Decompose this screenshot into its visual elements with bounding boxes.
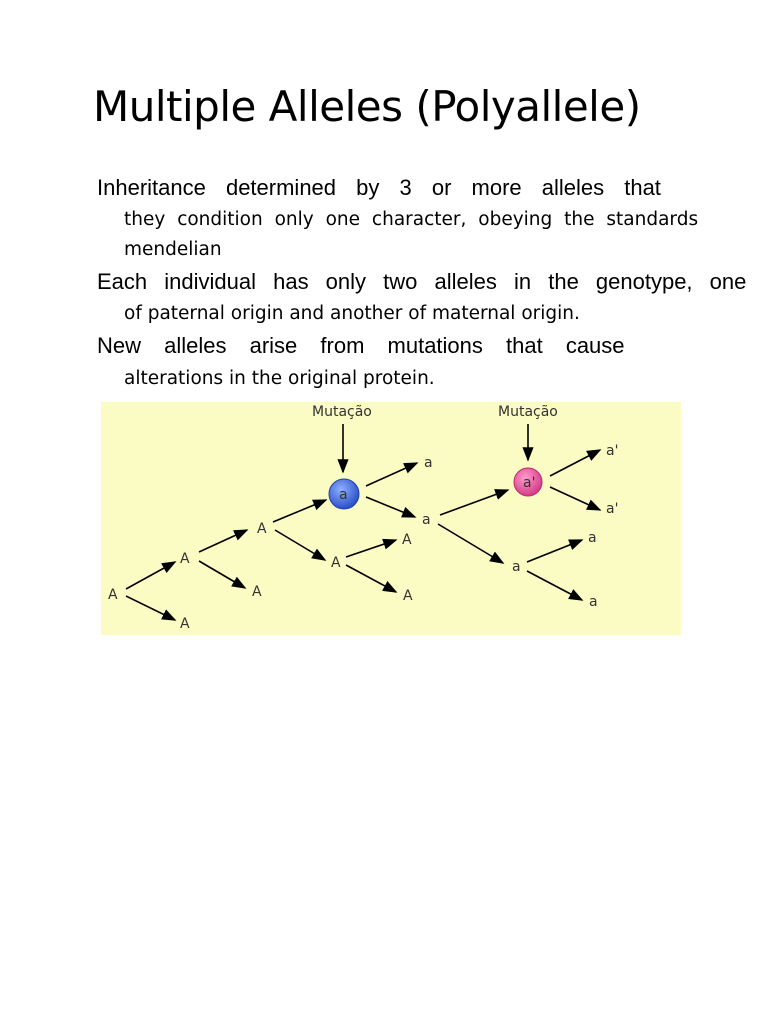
label-a-1: a	[424, 455, 433, 471]
allele-a-prime-circle-label: a'	[523, 475, 536, 491]
label-a-5: a	[589, 594, 598, 610]
paragraph-1-line-3: mendelian	[124, 239, 222, 260]
paragraph-1-line-2: they condition only one character, obeying the standards	[124, 209, 699, 230]
paragraph-3-line-1: New alleles arise from mutations that cause	[97, 333, 625, 358]
label-a-prime-1: a'	[606, 443, 619, 459]
mutation-label-1: Mutação	[312, 404, 372, 420]
allele-a-circle-label: a	[339, 487, 348, 503]
label-a-3: a	[512, 559, 521, 575]
label-A-6: A	[402, 532, 412, 548]
label-a-2: a	[422, 512, 431, 528]
label-A-5: A	[331, 555, 341, 571]
paragraph-1-line-1: Inheritance determined by 3 or more alleles that	[97, 175, 661, 200]
label-A-1: A	[180, 551, 190, 567]
label-a-prime-2: a'	[606, 501, 619, 517]
label-A-2: A	[180, 616, 190, 632]
label-a-4: a	[588, 530, 597, 546]
paragraph-2-line-2: of paternal origin and another of maternal origin.	[124, 303, 580, 324]
paragraph-2-line-1: Each individual has only two alleles in the genotype, one	[97, 269, 747, 294]
label-A-7: A	[403, 588, 413, 604]
mutation-label-2: Mutação	[498, 404, 558, 420]
paragraph-3-line-2: alterations in the original protein.	[124, 368, 435, 389]
label-A-4: A	[252, 584, 262, 600]
page-title: Multiple Alleles (Polyallele)	[93, 82, 641, 131]
label-A-root: A	[108, 587, 118, 603]
label-A-3: A	[257, 521, 267, 537]
